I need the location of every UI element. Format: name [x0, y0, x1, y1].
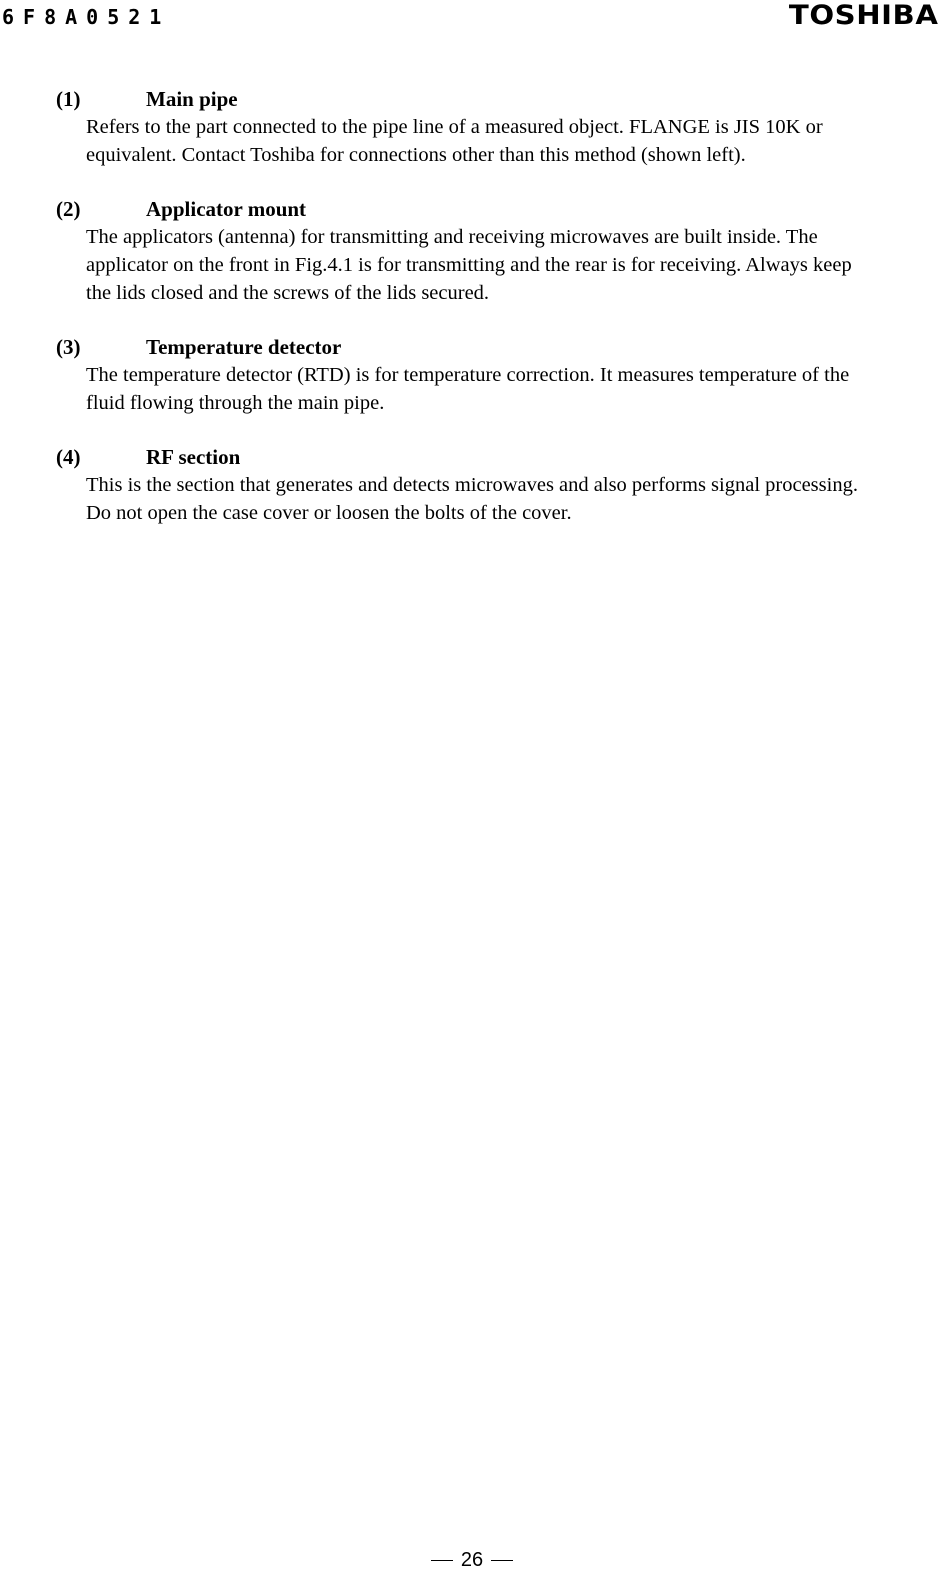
- section-applicator-mount: [56, 196, 940, 307]
- text-line: fluid flowing through the main pipe.: [86, 392, 385, 414]
- toshiba-logo: TOSHIBA: [788, 0, 938, 31]
- text-line: Refers to the part connected to the pipe line of a measured object. FLANGE is JIS 10K or: [86, 116, 823, 138]
- section-title: RF section: [146, 445, 241, 469]
- page-footer: [0, 1547, 944, 1573]
- section-text: [86, 113, 940, 169]
- section-heading: [56, 444, 940, 471]
- section-text: [86, 471, 940, 527]
- document-code: 6F8A0521: [2, 5, 171, 29]
- section-number: (4): [56, 445, 81, 469]
- dash-right: [491, 1560, 513, 1561]
- section-temperature-detector: [56, 334, 940, 417]
- section-text: [86, 361, 940, 417]
- dash-left: [431, 1560, 453, 1561]
- section-number: (2): [56, 197, 81, 221]
- section-title: Temperature detector: [146, 335, 342, 359]
- text-line: This is the section that generates and detects microwaves and also performs signal processing.: [86, 474, 858, 496]
- text-line: Do not open the case cover or loosen the bolts of the cover.: [86, 502, 572, 524]
- section-number: (1): [56, 87, 81, 111]
- section-number: (3): [56, 335, 81, 359]
- text-line: equivalent. Contact Toshiba for connections other than this method (shown left).: [86, 144, 746, 166]
- section-title: Applicator mount: [146, 197, 307, 221]
- section-title: Main pipe: [146, 87, 238, 111]
- document-body: [56, 86, 940, 554]
- section-heading: [56, 334, 940, 361]
- section-heading: [56, 86, 940, 113]
- text-line: The temperature detector (RTD) is for temperature correction. It measures temperature of the: [86, 364, 850, 386]
- section-rf-section: [56, 444, 940, 527]
- section-text: [86, 223, 940, 307]
- text-line: applicator on the front in Fig.4.1 is for transmitting and the rear is for receiving. Always keep: [86, 254, 852, 276]
- page-number: 26: [460, 1549, 484, 1571]
- text-line: The applicators (antenna) for transmitting and receiving microwaves are built inside. The: [86, 226, 818, 248]
- text-line: the lids closed and the screws of the lids secured.: [86, 282, 490, 304]
- section-main-pipe: [56, 86, 940, 169]
- section-heading: [56, 196, 940, 223]
